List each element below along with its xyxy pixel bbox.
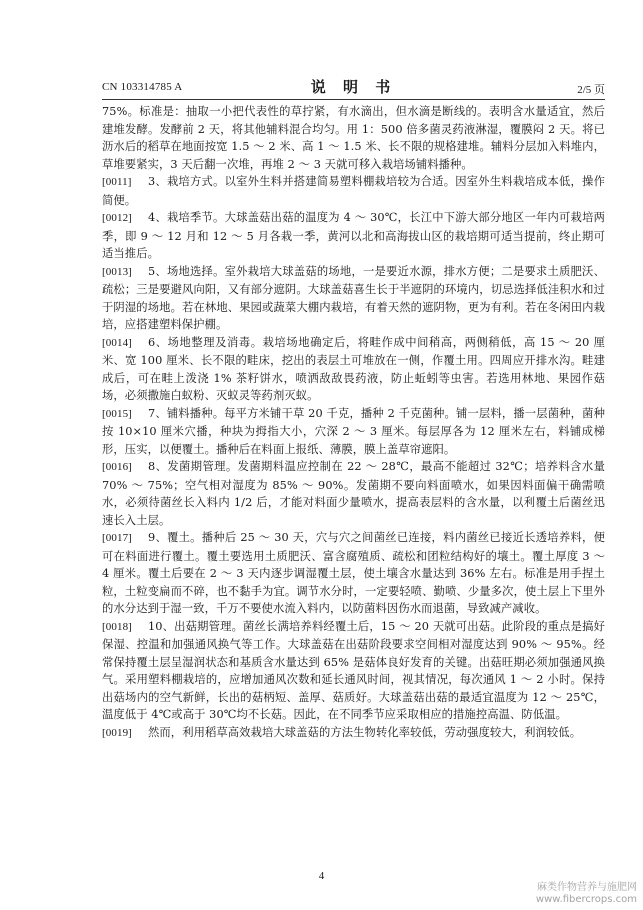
paragraph-0016: [102, 458, 605, 529]
paragraph-number: [0015]: [102, 407, 132, 420]
paragraph-number: [0011]: [102, 176, 132, 188]
publication-number: CN 103314785 A: [102, 81, 183, 93]
paragraph-text: 75%。标准是：抽取一小把代表性的草拧紧，有水滴出，但水滴是断线的。表明含水量适宜，然后建堆发酵。发酵前 2 天，将其他辅料混合均匀。用 1：500 倍多菌灵药液淋湿，覆膜闷 2 天。将已沥水后的稻草在地面按宽 1.5 ～ 2 米、高 1 ～ 1.5 米、长不限的规格建堆。辅料分层加入料堆内，草堆要紧实，3 天后翻一次堆，再堆 2 ～ 3 天就可移入栽培场铺料播种。: [102, 105, 605, 171]
page-number: 4: [318, 870, 325, 882]
paragraph-text: 4、栽培季节。大球盖菇出菇的温度为 4 ～ 30℃，长江中下游大部分地区一年内可栽培两季，即 9 ～ 12 月和 12 ～ 5 月各栽一季，黄河以北和高海拔山区的栽培期可适当提前，终止期可适当推后。: [102, 211, 605, 260]
paragraph-text: 8、发菌期管理。发菌期料温应控制在 22 ～ 28℃，最高不能超过 32℃；培养料含水量 70% ～ 75%；空气相对湿度为 85% ～ 90%。发菌期不要向料面喷水，如果因料面偏干确需喷水，必须待菌丝长入料内 1/2 后，才能对料面少量喷水，提高表层料的含水量，以利覆土后菌丝迅速长入土层。: [102, 460, 605, 527]
paragraph-text: 3、栽培方式。以室外生料并搭建简易塑料棚栽培较为合适。因室外生料栽培成本低，操作简便。: [102, 175, 605, 207]
header-rule: [102, 99, 605, 100]
paragraph-0012: [102, 209, 605, 263]
paragraph-0015: [102, 405, 605, 459]
document-body: [102, 103, 605, 742]
paragraph-0011: [102, 173, 605, 209]
page-header: [102, 76, 605, 98]
paragraph-continued: [102, 103, 605, 173]
paragraph-text: 7、铺料播种。每平方米铺干草 20 千克，播种 2 千克菌种。铺一层料，播一层菌种，菌种按 10×10 厘米穴播，种块为拇指大小，穴深 2 ～ 3 厘米。每层厚各为 12 厘米左右，料铺成梯形，压实，以便覆土。播种后在料面上报纸、薄膜，膜上盖草帘遮阳。: [102, 406, 605, 456]
paragraph-number: [0014]: [102, 336, 132, 349]
paragraph-number: [0013]: [102, 265, 132, 278]
page-indicator: 2/5 页: [577, 84, 605, 96]
paragraph-0014: [102, 334, 605, 405]
document-title: 说 明 书: [310, 78, 397, 96]
watermark-site-name: 麻类作物营养与施肥网: [537, 882, 637, 893]
paragraph-text: 然而，利用稻草高效栽培大球盖菇的方法生物转化率较低，劳动强度较大，利润较低。: [148, 725, 582, 739]
paragraph-0013: [102, 263, 605, 334]
paragraph-number: [0012]: [102, 212, 132, 224]
paragraph-number: [0017]: [102, 532, 132, 544]
paragraph-text: 10、出菇期管理。菌丝长满培养料经覆土后，15 ～ 20 天就可出菇。此阶段的重点是搞好保湿、控温和加强通风换气等工作。大球盖菇在出菇阶段要求空间相对湿度达到 90% ～ 95%。经常保持覆土层呈湿润状态和基质含水量达到 65% 是菇体良好发育的关键。出菇旺期必须加强通风换气。采用塑料棚栽培的，应增加通风次数和延长通风时间，视其情况，每次通风 1 ～ 2 小时。保持出菇场内的空气新鲜，长出的菇柄短、盖厚、菇质好。大球盖菇出菇的最适宜温度为 12 ～ 25℃，温度低于 4℃或高于 30℃均不长菇。因此，在不同季节应采取相应的措施控高温、防低温。: [102, 619, 605, 721]
paragraph-0018: [102, 618, 605, 724]
paragraph-text: 5、场地选择。室外栽培大球盖菇的场地，一是要近水源，排水方便；二是要求土质肥沃、疏松；三是要避风向阳，又有部分遮阴。大球盖菇喜生长于半遮阴的环境内，切忌选择低洼积水和过于阴湿的场地。若在林地、果园或蔬菜大棚内栽培，有着天然的遮阴物，更为有利。若在冬闲田内栽培，应搭建塑料保护棚。: [102, 264, 605, 331]
paragraph-number: [0016]: [102, 461, 132, 473]
paragraph-text: 6、场地整理及消毒。栽培场地确定后，将畦作成中间稍高，两侧稍低，高 15 ～ 20 厘米、宽 100 厘米、长不限的畦床，挖出的表层土可堆放在一侧，作覆土用。四周应开排水沟。畦建成后，可在畦上泼浇 1% 茶籽饼水，喷洒敌敌畏药液，防止蚯蚓等虫害。若选用林地、果园作菇场，必须撒施白蚁粉、灭蚁灵等药剂灭蚁。: [102, 335, 605, 402]
watermark: [536, 882, 637, 906]
paragraph-number: [0019]: [102, 726, 132, 739]
paragraph-0017: [102, 529, 605, 618]
paragraph-0019: [102, 724, 605, 743]
paragraph-number: [0018]: [102, 620, 132, 633]
paragraph-text: 9、覆土。播种后 25 ～ 30 天，穴与穴之间菌丝已连接，料内菌丝已接近长透培养料，便可在料面进行覆土。覆土要选用土质肥沃、富含腐殖质、疏松和团粒结构好的壤土。覆土厚度 3 ～ 4 厘米。覆土后要在 2 ～ 3 天内逐步调湿覆土层，使土壤含水量达到 36% 左右。标准是用手捏土粒，土粒变扁而不碎，也不黏手为宜。调节水分时，一定要轻喷、勤喷、少量多次，使土层上下里外的水分达到于湿一致，千万不要使水流入料内，以防菌料因伤水而退菌，导致减产减收。: [102, 531, 605, 615]
watermark-url: www.fibercrops.com: [535, 894, 637, 905]
